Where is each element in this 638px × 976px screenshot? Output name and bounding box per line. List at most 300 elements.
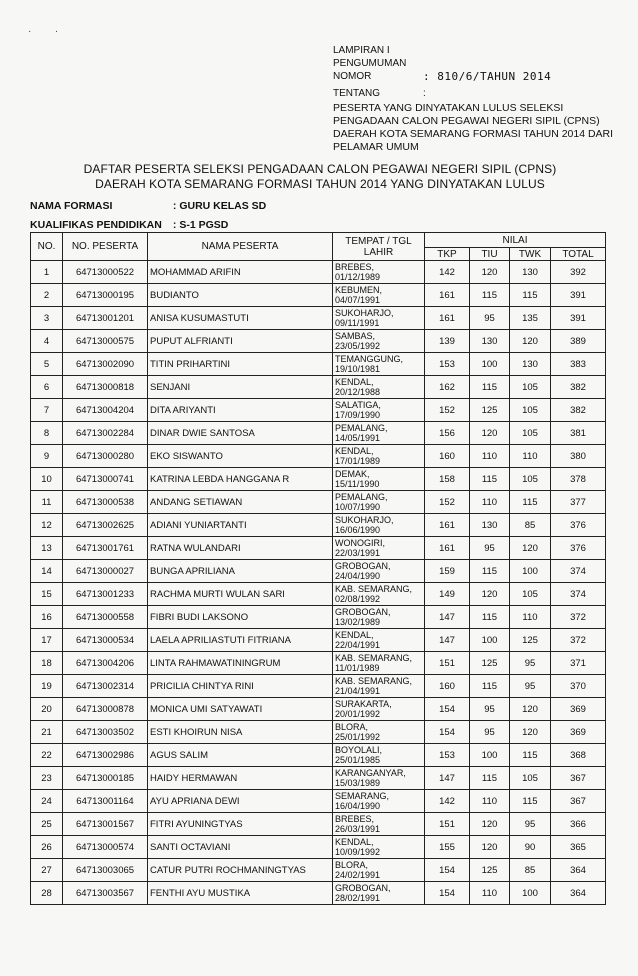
cell-no: 5 bbox=[31, 353, 63, 376]
cell-twk: 125 bbox=[510, 629, 551, 652]
cell-ttl-date: 02/08/1992 bbox=[335, 594, 381, 604]
cell-tiu: 120 bbox=[470, 583, 510, 606]
cell-ttl bbox=[333, 882, 425, 905]
table-row bbox=[31, 629, 606, 652]
cell-no: 10 bbox=[31, 468, 63, 491]
cell-tkp: 154 bbox=[425, 698, 470, 721]
cell-tiu: 115 bbox=[470, 606, 510, 629]
cell-total: 382 bbox=[551, 399, 606, 422]
cell-no: 24 bbox=[31, 790, 63, 813]
cell-twk: 105 bbox=[510, 583, 551, 606]
table-row bbox=[31, 721, 606, 744]
cell-ttl-date: 25/01/1985 bbox=[335, 755, 381, 765]
table-row bbox=[31, 606, 606, 629]
cell-ttl bbox=[333, 537, 425, 560]
cell-tiu: 115 bbox=[470, 767, 510, 790]
cell-nama: PUPUT ALFRIANTI bbox=[148, 330, 333, 353]
table-row bbox=[31, 399, 606, 422]
cell-tkp: 147 bbox=[425, 606, 470, 629]
cell-total: 367 bbox=[551, 790, 606, 813]
cell-total: 364 bbox=[551, 859, 606, 882]
cell-tiu: 130 bbox=[470, 514, 510, 537]
table-row bbox=[31, 422, 606, 445]
cell-no-peserta: 64713003567 bbox=[63, 882, 148, 905]
cell-no-peserta: 64713001164 bbox=[63, 790, 148, 813]
cell-ttl-date: 09/11/1991 bbox=[335, 318, 380, 328]
cell-no: 17 bbox=[31, 629, 63, 652]
cell-ttl bbox=[333, 468, 425, 491]
cell-no: 14 bbox=[31, 560, 63, 583]
cell-no: 8 bbox=[31, 422, 63, 445]
cell-nama: FITRI AYUNINGTYAS bbox=[148, 813, 333, 836]
cell-twk: 105 bbox=[510, 767, 551, 790]
cell-twk: 120 bbox=[510, 330, 551, 353]
cell-tkp: 139 bbox=[425, 330, 470, 353]
cell-ttl bbox=[333, 399, 425, 422]
cell-twk: 130 bbox=[510, 353, 551, 376]
cell-twk: 85 bbox=[510, 859, 551, 882]
cell-ttl-date: 25/01/1992 bbox=[335, 732, 381, 742]
cell-total: 381 bbox=[551, 422, 606, 445]
cell-tiu: 110 bbox=[470, 445, 510, 468]
cell-tiu: 100 bbox=[470, 353, 510, 376]
cell-tiu: 130 bbox=[470, 330, 510, 353]
table-row bbox=[31, 859, 606, 882]
cell-tkp: 158 bbox=[425, 468, 470, 491]
cell-tiu: 95 bbox=[470, 307, 510, 330]
cell-ttl-date: 19/10/1981 bbox=[335, 364, 381, 374]
document-title bbox=[30, 162, 610, 192]
cell-ttl bbox=[333, 675, 425, 698]
cell-total: 365 bbox=[551, 836, 606, 859]
col-nama: NAMA PESERTA bbox=[148, 233, 333, 261]
kualifikasi-row bbox=[30, 219, 228, 231]
cell-twk: 105 bbox=[510, 422, 551, 445]
formasi-row bbox=[30, 200, 266, 212]
cell-no-peserta: 64713004206 bbox=[63, 652, 148, 675]
cell-no: 20 bbox=[31, 698, 63, 721]
cell-tkp: 156 bbox=[425, 422, 470, 445]
cell-tkp: 153 bbox=[425, 353, 470, 376]
table-row bbox=[31, 560, 606, 583]
cell-tiu: 115 bbox=[470, 560, 510, 583]
cell-tkp: 159 bbox=[425, 560, 470, 583]
cell-no: 25 bbox=[31, 813, 63, 836]
cell-no-peserta: 64713000195 bbox=[63, 284, 148, 307]
title-line-2: DAERAH KOTA SEMARANG FORMASI TAHUN 2014 YANG DINYATAKAN LULUS bbox=[95, 177, 545, 191]
table-row bbox=[31, 376, 606, 399]
cell-tiu: 125 bbox=[470, 399, 510, 422]
col-total: TOTAL bbox=[551, 248, 606, 261]
cell-nama: MOHAMMAD ARIFIN bbox=[148, 261, 333, 284]
cell-twk: 115 bbox=[510, 790, 551, 813]
cell-tiu: 115 bbox=[470, 284, 510, 307]
cell-tiu: 110 bbox=[470, 790, 510, 813]
cell-tkp: 160 bbox=[425, 675, 470, 698]
cell-twk: 115 bbox=[510, 744, 551, 767]
cell-nama: SENJANI bbox=[148, 376, 333, 399]
cell-tkp: 160 bbox=[425, 445, 470, 468]
cell-ttl-date: 16/06/1990 bbox=[335, 525, 381, 535]
cell-ttl-place: SEMARANG, bbox=[335, 791, 390, 801]
table-row bbox=[31, 813, 606, 836]
cell-ttl-place: KENDAL, bbox=[335, 630, 374, 640]
cell-twk: 100 bbox=[510, 882, 551, 905]
cell-ttl bbox=[333, 376, 425, 399]
table-row bbox=[31, 652, 606, 675]
cell-no-peserta: 64713000534 bbox=[63, 629, 148, 652]
cell-twk: 130 bbox=[510, 261, 551, 284]
cell-ttl bbox=[333, 698, 425, 721]
cell-ttl-date: 22/04/1991 bbox=[335, 640, 381, 650]
cell-ttl-place: SUKOHARJO, bbox=[335, 515, 394, 525]
cell-ttl bbox=[333, 284, 425, 307]
cell-ttl bbox=[333, 514, 425, 537]
formasi-value: : GURU KELAS SD bbox=[172, 200, 267, 212]
cell-ttl-place: KAB. SEMARANG, bbox=[335, 584, 413, 594]
cell-total: 383 bbox=[551, 353, 606, 376]
cell-ttl-date: 21/04/1991 bbox=[335, 686, 381, 696]
cell-total: 366 bbox=[551, 813, 606, 836]
cell-ttl bbox=[333, 491, 425, 514]
cell-no-peserta: 64713003065 bbox=[63, 859, 148, 882]
tentang-colon: : bbox=[423, 88, 426, 99]
cell-nama: BUNGA APRILIANA bbox=[148, 560, 333, 583]
cell-no-peserta: 64713000280 bbox=[63, 445, 148, 468]
cell-no: 19 bbox=[31, 675, 63, 698]
cell-nama: ESTI KHOIRUN NISA bbox=[148, 721, 333, 744]
cell-ttl-place: DEMAK, bbox=[335, 469, 370, 479]
cell-ttl-date: 22/03/1991 bbox=[335, 548, 381, 558]
cell-tiu: 120 bbox=[470, 813, 510, 836]
cell-ttl-date: 23/05/1992 bbox=[335, 341, 381, 351]
cell-ttl bbox=[333, 767, 425, 790]
cell-tkp: 154 bbox=[425, 882, 470, 905]
cell-tkp: 153 bbox=[425, 744, 470, 767]
cell-nama: LINTA RAHMAWATININGRUM bbox=[148, 652, 333, 675]
cell-nama: FIBRI BUDI LAKSONO bbox=[148, 606, 333, 629]
cell-ttl-date: 15/03/1989 bbox=[335, 778, 381, 788]
cell-no-peserta: 64713002284 bbox=[63, 422, 148, 445]
cell-tkp: 161 bbox=[425, 514, 470, 537]
cell-no: 26 bbox=[31, 836, 63, 859]
cell-ttl-place: KEBUMEN, bbox=[335, 285, 383, 295]
cell-nama: MONICA UMI SATYAWATI bbox=[148, 698, 333, 721]
tentang-row bbox=[333, 87, 623, 100]
cell-no-peserta: 64713002090 bbox=[63, 353, 148, 376]
scan-specks: · · bbox=[28, 26, 65, 37]
cell-ttl-place: KAB. SEMARANG, bbox=[335, 653, 413, 663]
cell-no-peserta: 64713001567 bbox=[63, 813, 148, 836]
cell-nama: RACHMA MURTI WULAN SARI bbox=[148, 583, 333, 606]
cell-total: 376 bbox=[551, 537, 606, 560]
cell-ttl-date: 26/03/1991 bbox=[335, 824, 381, 834]
cell-no-peserta: 64713001201 bbox=[63, 307, 148, 330]
cell-twk: 120 bbox=[510, 721, 551, 744]
cell-ttl-place: PEMALANG, bbox=[335, 423, 388, 433]
cell-no-peserta: 64713003502 bbox=[63, 721, 148, 744]
cell-ttl-date: 17/01/1989 bbox=[335, 456, 381, 466]
cell-tiu: 100 bbox=[470, 629, 510, 652]
cell-tkp: 154 bbox=[425, 721, 470, 744]
cell-no-peserta: 64713001233 bbox=[63, 583, 148, 606]
col-no-peserta: NO. PESERTA bbox=[63, 233, 148, 261]
table-body bbox=[31, 261, 606, 905]
cell-ttl bbox=[333, 744, 425, 767]
cell-no: 9 bbox=[31, 445, 63, 468]
cell-ttl-place: KAB. SEMARANG, bbox=[335, 676, 413, 686]
cell-total: 364 bbox=[551, 882, 606, 905]
cell-ttl-date: 10/07/1990 bbox=[335, 502, 381, 512]
cell-no: 7 bbox=[31, 399, 63, 422]
cell-ttl-place: GROBOGAN, bbox=[335, 607, 391, 617]
title-line-1: DAFTAR PESERTA SELEKSI PENGADAAN CALON PEGAWAI NEGERI SIPIL (CPNS) bbox=[83, 162, 557, 176]
cell-no-peserta: 64713002314 bbox=[63, 675, 148, 698]
cell-no: 2 bbox=[31, 284, 63, 307]
cell-total: 369 bbox=[551, 698, 606, 721]
lampiran-label: LAMPIRAN I bbox=[333, 45, 390, 56]
cell-ttl-date: 14/05/1991 bbox=[335, 433, 381, 443]
cell-total: 392 bbox=[551, 261, 606, 284]
cell-twk: 90 bbox=[510, 836, 551, 859]
cell-tkp: 162 bbox=[425, 376, 470, 399]
cell-nama: LAELA APRILIASTUTI FITRIANA bbox=[148, 629, 333, 652]
cell-nama: ANDANG SETIAWAN bbox=[148, 491, 333, 514]
cell-no: 12 bbox=[31, 514, 63, 537]
cell-ttl-date: 01/12/1989 bbox=[335, 272, 381, 282]
cell-ttl-place: KARANGANYAR, bbox=[335, 768, 406, 778]
cell-no-peserta: 64713000574 bbox=[63, 836, 148, 859]
cell-no-peserta: 64713004204 bbox=[63, 399, 148, 422]
nomor-row bbox=[333, 70, 623, 83]
cell-ttl-place: BREBES, bbox=[335, 814, 375, 824]
cell-total: 391 bbox=[551, 307, 606, 330]
col-tkp: TKP bbox=[425, 248, 470, 261]
cell-twk: 115 bbox=[510, 491, 551, 514]
cell-nama: DITA ARIYANTI bbox=[148, 399, 333, 422]
cell-ttl bbox=[333, 813, 425, 836]
cell-ttl-date: 24/02/1991 bbox=[335, 870, 381, 880]
cell-ttl bbox=[333, 445, 425, 468]
cell-no-peserta: 64713000027 bbox=[63, 560, 148, 583]
pengumuman-label: PENGUMUMAN bbox=[333, 58, 407, 69]
cell-no-peserta: 64713000575 bbox=[63, 330, 148, 353]
table-row bbox=[31, 261, 606, 284]
cell-tkp: 154 bbox=[425, 859, 470, 882]
cell-tiu: 95 bbox=[470, 721, 510, 744]
cell-tiu: 115 bbox=[470, 468, 510, 491]
cell-tkp: 142 bbox=[425, 790, 470, 813]
cell-nama: ADIANI YUNIARTANTI bbox=[148, 514, 333, 537]
cell-ttl-date: 04/07/1991 bbox=[335, 295, 381, 305]
cell-ttl-place: SURAKARTA, bbox=[335, 699, 392, 709]
cell-total: 367 bbox=[551, 767, 606, 790]
cell-ttl bbox=[333, 790, 425, 813]
cell-twk: 110 bbox=[510, 445, 551, 468]
cell-total: 389 bbox=[551, 330, 606, 353]
cell-total: 374 bbox=[551, 560, 606, 583]
table-row bbox=[31, 767, 606, 790]
col-tiu: TIU bbox=[470, 248, 510, 261]
cell-no-peserta: 64713000878 bbox=[63, 698, 148, 721]
cell-total: 369 bbox=[551, 721, 606, 744]
cell-twk: 135 bbox=[510, 307, 551, 330]
tentang-text: PESERTA YANG DINYATAKAN LULUS SELEKSI PENGADAAN CALON PEGAWAI NEGERI SIPIL (CPNS) DAERAH KOTA SEMARANG FORMASI TAHUN 2014 DARI PELAMAR UMUM bbox=[333, 102, 614, 153]
cell-ttl bbox=[333, 422, 425, 445]
cell-tkp: 147 bbox=[425, 629, 470, 652]
cell-ttl-date: 11/01/1989 bbox=[335, 663, 380, 673]
cell-no: 23 bbox=[31, 767, 63, 790]
cell-no: 13 bbox=[31, 537, 63, 560]
cell-tiu: 125 bbox=[470, 652, 510, 675]
cell-tiu: 120 bbox=[470, 261, 510, 284]
table-row bbox=[31, 514, 606, 537]
cell-twk: 120 bbox=[510, 537, 551, 560]
table-row bbox=[31, 583, 606, 606]
table-row bbox=[31, 744, 606, 767]
cell-ttl-date: 10/09/1992 bbox=[335, 847, 381, 857]
cell-no-peserta: 64713001761 bbox=[63, 537, 148, 560]
cell-no-peserta: 64713000185 bbox=[63, 767, 148, 790]
cell-total: 368 bbox=[551, 744, 606, 767]
cell-tkp: 161 bbox=[425, 307, 470, 330]
cell-tkp: 152 bbox=[425, 399, 470, 422]
cell-no: 6 bbox=[31, 376, 63, 399]
cell-ttl-place: KENDAL, bbox=[335, 377, 374, 387]
col-no: NO. bbox=[31, 233, 63, 261]
cell-ttl bbox=[333, 261, 425, 284]
table-row bbox=[31, 491, 606, 514]
cell-no: 22 bbox=[31, 744, 63, 767]
cell-no-peserta: 64713000558 bbox=[63, 606, 148, 629]
table-row bbox=[31, 675, 606, 698]
table-row bbox=[31, 790, 606, 813]
cell-nama: KATRINA LEBDA HANGGANA R bbox=[148, 468, 333, 491]
cell-no: 18 bbox=[31, 652, 63, 675]
cell-no: 16 bbox=[31, 606, 63, 629]
cell-no-peserta: 64713000522 bbox=[63, 261, 148, 284]
cell-ttl-date: 20/01/1992 bbox=[335, 709, 381, 719]
cell-nama: HAIDY HERMAWAN bbox=[148, 767, 333, 790]
kualifikasi-label: KUALIFIKAS PENDIDIKAN bbox=[30, 219, 162, 231]
cell-tiu: 120 bbox=[470, 422, 510, 445]
cell-ttl-date: 28/02/1991 bbox=[335, 893, 381, 903]
cell-tiu: 95 bbox=[470, 698, 510, 721]
cell-total: 372 bbox=[551, 629, 606, 652]
cell-ttl-place: KENDAL, bbox=[335, 837, 374, 847]
nomor-label: NOMOR bbox=[333, 71, 372, 82]
cell-twk: 85 bbox=[510, 514, 551, 537]
cell-ttl-place: PEMALANG, bbox=[335, 492, 388, 502]
cell-nama: AGUS SALIM bbox=[148, 744, 333, 767]
cell-no: 1 bbox=[31, 261, 63, 284]
cell-ttl-place: BOYOLALI, bbox=[335, 745, 383, 755]
cell-tiu: 115 bbox=[470, 675, 510, 698]
cell-ttl-place: SUKOHARJO, bbox=[335, 308, 394, 318]
cell-nama: EKO SISWANTO bbox=[148, 445, 333, 468]
cell-no-peserta: 64713000538 bbox=[63, 491, 148, 514]
cell-no-peserta: 64713002625 bbox=[63, 514, 148, 537]
cell-ttl bbox=[333, 629, 425, 652]
cell-ttl-place: KENDAL, bbox=[335, 446, 374, 456]
cell-total: 376 bbox=[551, 514, 606, 537]
cell-nama: BUDIANTO bbox=[148, 284, 333, 307]
col-ttl: TEMPAT / TGL LAHIR bbox=[333, 233, 425, 261]
cell-ttl bbox=[333, 307, 425, 330]
cell-tiu: 100 bbox=[470, 744, 510, 767]
cell-total: 382 bbox=[551, 376, 606, 399]
cell-ttl-place: WONOGIRI, bbox=[335, 538, 385, 548]
cell-ttl bbox=[333, 859, 425, 882]
cell-no: 11 bbox=[31, 491, 63, 514]
cell-nama: SANTI OCTAVIANI bbox=[148, 836, 333, 859]
cell-twk: 105 bbox=[510, 399, 551, 422]
cell-ttl-place: GROBOGAN, bbox=[335, 561, 391, 571]
cell-total: 371 bbox=[551, 652, 606, 675]
cell-nama: TITIN PRIHARTINI bbox=[148, 353, 333, 376]
table-row bbox=[31, 330, 606, 353]
cell-total: 372 bbox=[551, 606, 606, 629]
cell-tkp: 161 bbox=[425, 537, 470, 560]
cell-total: 377 bbox=[551, 491, 606, 514]
cell-tkp: 142 bbox=[425, 261, 470, 284]
cell-ttl-place: BREBES, bbox=[335, 262, 375, 272]
table-row bbox=[31, 537, 606, 560]
cell-nama: PRICILIA CHINTYA RINI bbox=[148, 675, 333, 698]
cell-total: 370 bbox=[551, 675, 606, 698]
cell-ttl bbox=[333, 721, 425, 744]
cell-ttl-place: GROBOGAN, bbox=[335, 883, 391, 893]
cell-no: 4 bbox=[31, 330, 63, 353]
cell-nama: ANISA KUSUMASTUTI bbox=[148, 307, 333, 330]
cell-tiu: 115 bbox=[470, 376, 510, 399]
tentang-label: TENTANG bbox=[333, 88, 381, 99]
cell-ttl bbox=[333, 583, 425, 606]
cell-no: 21 bbox=[31, 721, 63, 744]
participants-table bbox=[30, 232, 606, 905]
cell-tiu: 110 bbox=[470, 491, 510, 514]
cell-no: 15 bbox=[31, 583, 63, 606]
cell-ttl-date: 17/09/1990 bbox=[335, 410, 381, 420]
cell-total: 374 bbox=[551, 583, 606, 606]
table-row bbox=[31, 698, 606, 721]
table-row bbox=[31, 445, 606, 468]
cell-twk: 95 bbox=[510, 675, 551, 698]
cell-twk: 115 bbox=[510, 284, 551, 307]
cell-ttl bbox=[333, 836, 425, 859]
cell-tkp: 149 bbox=[425, 583, 470, 606]
cell-ttl-place: BLORA, bbox=[335, 722, 369, 732]
cell-nama: FENTHI AYU MUSTIKA bbox=[148, 882, 333, 905]
cell-no-peserta: 64713002986 bbox=[63, 744, 148, 767]
table-row bbox=[31, 882, 606, 905]
cell-tiu: 95 bbox=[470, 537, 510, 560]
cell-ttl-place: SALATIGA, bbox=[335, 400, 381, 410]
cell-no-peserta: 64713000818 bbox=[63, 376, 148, 399]
cell-ttl bbox=[333, 353, 425, 376]
cell-ttl bbox=[333, 652, 425, 675]
cell-twk: 95 bbox=[510, 813, 551, 836]
cell-tkp: 151 bbox=[425, 652, 470, 675]
kualifikasi-value: : S-1 PGSD bbox=[172, 219, 229, 231]
col-nilai: NILAI bbox=[425, 233, 606, 248]
cell-ttl bbox=[333, 560, 425, 583]
cell-no: 3 bbox=[31, 307, 63, 330]
cell-ttl-place: TEMANGGUNG, bbox=[335, 354, 404, 364]
cell-ttl-place: SAMBAS, bbox=[335, 331, 376, 341]
cell-tiu: 120 bbox=[470, 836, 510, 859]
cell-nama: CATUR PUTRI ROCHMANINGTYAS bbox=[148, 859, 333, 882]
